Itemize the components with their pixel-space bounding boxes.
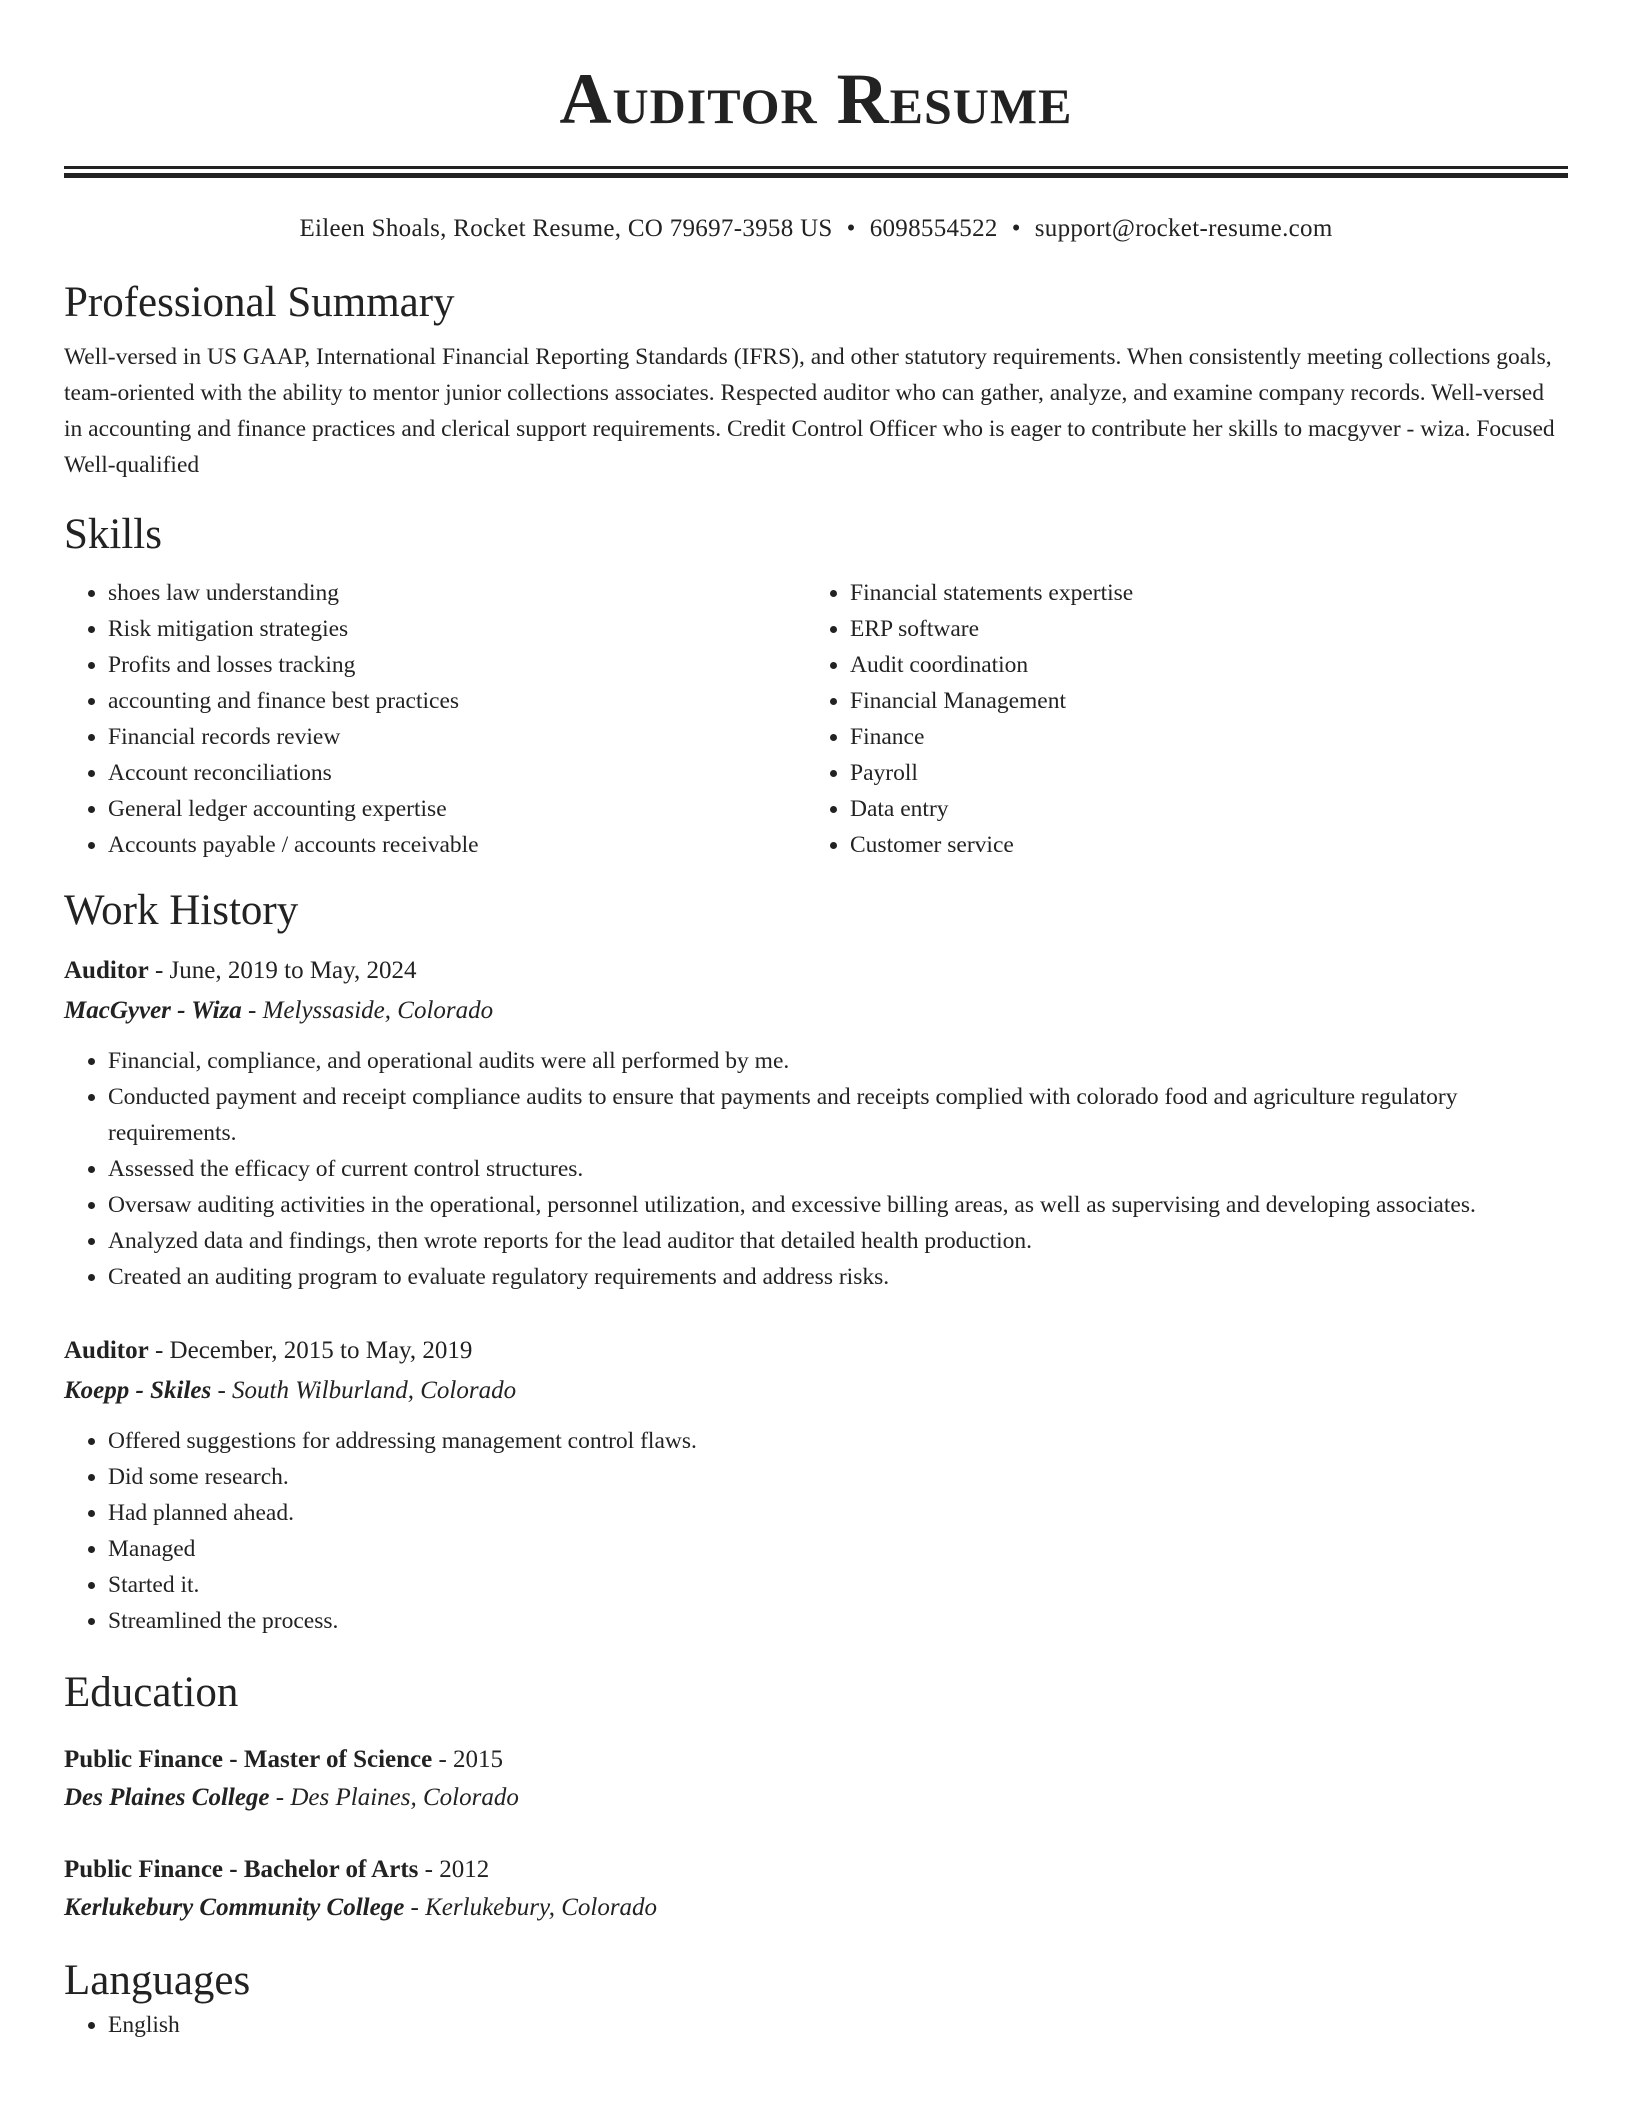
education-degree: Public Finance - Bachelor of Arts	[64, 1856, 419, 1883]
education-entry	[64, 1741, 1568, 1817]
education-degree: Public Finance - Master of Science	[64, 1746, 433, 1773]
job-duty: • Started it.	[108, 1567, 1568, 1603]
job-duty: • Conducted payment and receipt compliance audits to ensure that payments and receipts complied with colorado food and agriculture regulatory requirements.	[108, 1079, 1568, 1151]
skill-item: • Financial Management	[850, 683, 1548, 719]
contact-phone: 6098554522	[869, 215, 998, 242]
education-entry	[64, 1851, 1568, 1927]
job-location: - Melyssaside, Colorado	[241, 997, 494, 1024]
education-heading: Education	[64, 1669, 239, 1716]
education-degree-line	[64, 1741, 1568, 1779]
contact-line	[64, 213, 1568, 245]
education-location: - Des Plaines, Colorado	[269, 1784, 519, 1811]
contact-separator: •	[1011, 215, 1021, 242]
job-duty: • Created an auditing program to evaluate regulatory requirements and address risks.	[108, 1259, 1568, 1295]
skills-column-left	[64, 575, 806, 863]
job-title-line	[64, 951, 1568, 991]
resume-title: Auditor Resume	[559, 59, 1073, 139]
skills-grid	[64, 575, 1568, 863]
job-duty: • Offered suggestions for addressing management control flaws.	[108, 1423, 1568, 1459]
job-location: - South Wilburland, Colorado	[211, 1377, 517, 1404]
job-dates: - June, 2019 to May, 2024	[148, 957, 417, 984]
job-title: Auditor	[64, 1337, 149, 1364]
skill-item: • accounting and finance best practices	[108, 683, 806, 719]
skill-item: • Financial records review	[108, 719, 806, 755]
language-item: • English	[108, 2007, 1568, 2043]
education-school: Kerlukebury Community College	[64, 1894, 405, 1921]
job-duty: • Managed	[108, 1531, 1568, 1567]
skills-column-right	[806, 575, 1548, 863]
languages-heading: Languages	[64, 1957, 251, 2004]
work-history-heading: Work History	[64, 887, 299, 934]
contact-separator: •	[846, 215, 856, 242]
job-duties	[64, 1043, 1568, 1295]
skill-item: • Financial statements expertise	[850, 575, 1548, 611]
job-duty: • Financial, compliance, and operational audits were all performed by me.	[108, 1043, 1568, 1079]
education-degree-line	[64, 1851, 1568, 1889]
skill-item: • Accounts payable / accounts receivable	[108, 827, 806, 863]
title-divider	[64, 166, 1568, 178]
job-duty: • Did some research.	[108, 1459, 1568, 1495]
skill-item: • General ledger accounting expertise	[108, 791, 806, 827]
job-company-line	[64, 991, 1568, 1031]
skill-item: • Customer service	[850, 827, 1548, 863]
job-company: MacGyver - Wiza	[64, 997, 242, 1024]
education-year: - 2012	[418, 1856, 490, 1883]
education-school-line	[64, 1889, 1568, 1927]
job-dates: - December, 2015 to May, 2019	[148, 1337, 473, 1364]
skill-item: • Data entry	[850, 791, 1548, 827]
job-duty: • Analyzed data and findings, then wrote reports for the lead auditor that detailed health production.	[108, 1223, 1568, 1259]
education-school-line	[64, 1779, 1568, 1817]
education-year: - 2015	[432, 1746, 504, 1773]
skill-item: • shoes law understanding	[108, 575, 806, 611]
job-title: Auditor	[64, 957, 149, 984]
job-entry	[64, 951, 1568, 1295]
job-duty: • Oversaw auditing activities in the operational, personnel utilization, and excessive billing areas, as well as supervising and developing associates.	[108, 1187, 1568, 1223]
job-title-line	[64, 1331, 1568, 1371]
skill-item: • ERP software	[850, 611, 1548, 647]
job-company: Koepp - Skiles	[64, 1377, 212, 1404]
job-duty: • Streamlined the process.	[108, 1603, 1568, 1639]
languages-list	[64, 2007, 1568, 2043]
summary-heading: Professional Summary	[64, 279, 455, 326]
education-location: - Kerlukebury, Colorado	[404, 1894, 658, 1921]
contact-address: Eileen Shoals, Rocket Resume, CO 79697-3958 US	[299, 215, 833, 242]
skill-item: • Risk mitigation strategies	[108, 611, 806, 647]
skill-item: • Payroll	[850, 755, 1548, 791]
contact-email: support@rocket-resume.com	[1034, 215, 1333, 242]
skill-item: • Profits and losses tracking	[108, 647, 806, 683]
skill-item: • Audit coordination	[850, 647, 1548, 683]
job-duty: • Assessed the efficacy of current control structures.	[108, 1151, 1568, 1187]
skills-heading: Skills	[64, 511, 162, 558]
skills-list-left	[64, 575, 806, 863]
summary-text: Well-versed in US GAAP, International Financial Reporting Standards (IFRS), and other statutory requirements. When consistently meeting collections goals, team-oriented with the ability to mentor junior collections associates. Respected auditor who can gather, analyze, and examine company records. Well-versed in accounting and finance practices and clerical support requirements. Credit Control Officer who is eager to contribute her skills to macgyver - wiza. Focused Well-qualified	[64, 344, 1555, 478]
education-school: Des Plaines College	[64, 1784, 270, 1811]
job-company-line	[64, 1371, 1568, 1411]
skill-item: • Finance	[850, 719, 1548, 755]
skill-item: • Account reconciliations	[108, 755, 806, 791]
job-duties	[64, 1423, 1568, 1639]
job-entry	[64, 1331, 1568, 1639]
job-duty: • Had planned ahead.	[108, 1495, 1568, 1531]
skills-list-right	[806, 575, 1548, 863]
